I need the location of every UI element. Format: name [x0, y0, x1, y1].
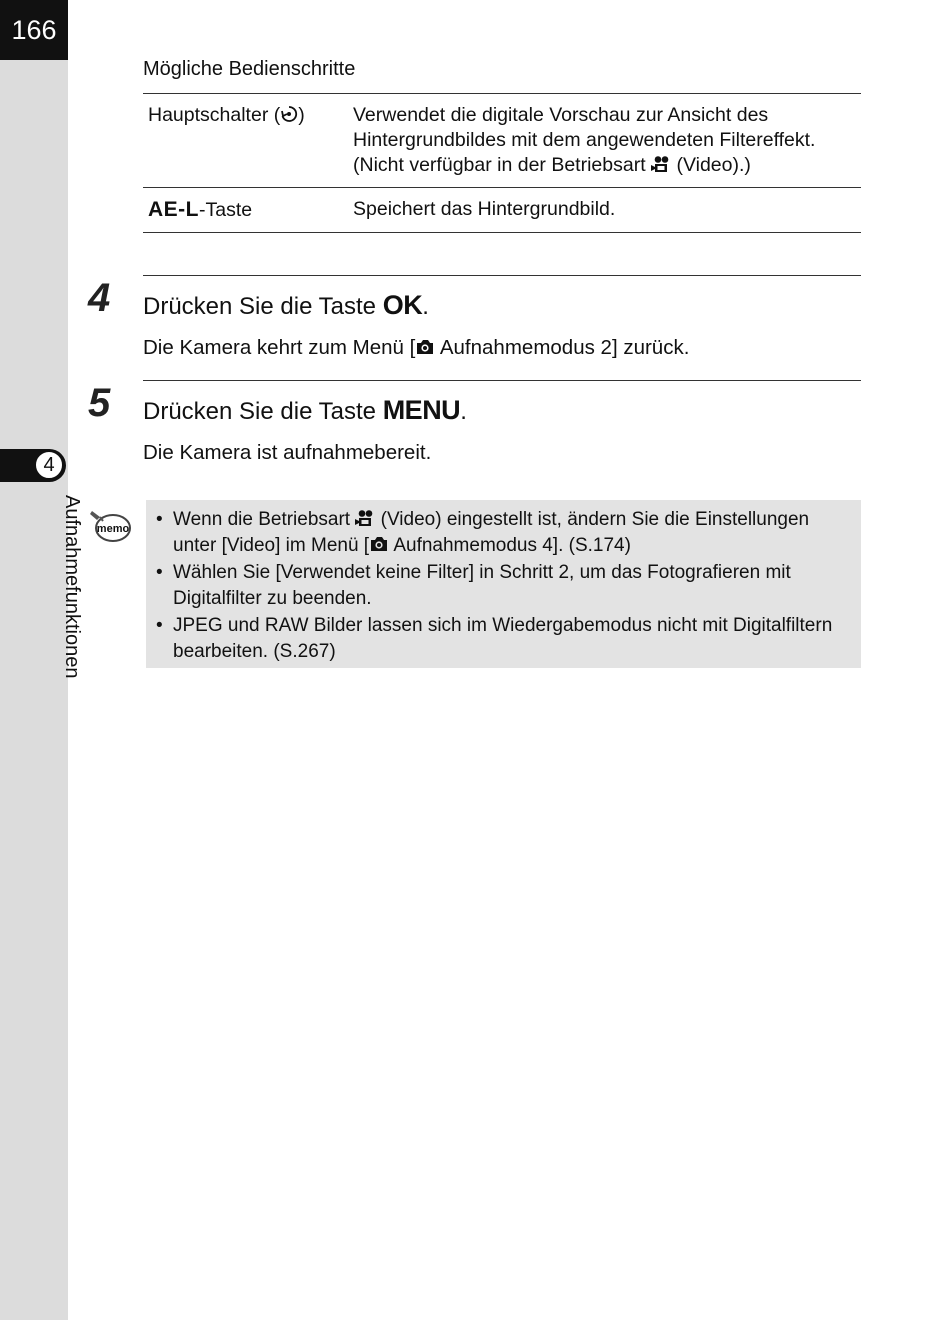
memo-text-part: Wenn die Betriebsart [173, 509, 356, 530]
table-value-text: Speichert das Hintergrundbild. [353, 198, 616, 220]
table-key-suffix: ) [298, 104, 305, 126]
table-value-text: Verwendet die digitale Vorschau zur Ansicht des Hintergrundbildes mit dem angewendeten Filtereffekt. (Nicht verfügbar in der Betriebsart [353, 104, 816, 176]
step-title-text: Drücken Sie die Taste [143, 398, 383, 425]
page-number: 166 [0, 0, 68, 60]
list-item [156, 507, 851, 558]
sidebar [0, 0, 68, 1320]
step-number: 5 [88, 381, 111, 425]
table-value [353, 188, 861, 232]
table-key [143, 94, 353, 187]
preview-dial-icon [280, 105, 298, 123]
operations-table [143, 93, 861, 233]
video-icon [651, 155, 671, 173]
table-key [143, 188, 353, 232]
memo-text-part: (Video) eingestellt ist, ändern Sie die Einstellungen unter [Video] im Menü [ [173, 509, 810, 556]
step-title-suffix: . [422, 293, 429, 320]
bullet: • [156, 615, 163, 636]
ael-key-label: AE-L [148, 198, 199, 221]
step-desc-suffix: Aufnahmemodus 2] zurück. [435, 336, 690, 359]
chapter-title: Aufnahmefunktionen [61, 495, 83, 679]
list-item [156, 560, 851, 611]
divider [143, 380, 861, 381]
video-icon [355, 509, 375, 527]
divider [143, 275, 861, 276]
step-description [143, 336, 689, 360]
table-value-suffix: (Video).) [671, 154, 751, 176]
camera-icon [369, 535, 389, 553]
table-row [143, 93, 861, 187]
table-value [353, 94, 861, 187]
list-item [156, 613, 851, 664]
memo-text: JPEG und RAW Bilder lassen sich im Wiedergabemodus nicht mit Digitalfiltern bearbeiten. (S.267) [173, 615, 833, 662]
memo-text [173, 507, 851, 558]
memo-text: Wählen Sie [Verwendet keine Filter] in Schritt 2, um das Fotografieren mit Digitalfilter zu beenden. [173, 562, 791, 609]
step-desc-text: Die Kamera kehrt zum Menü [ [143, 336, 416, 359]
step-title [143, 395, 467, 426]
table-key-text: Hauptschalter ( [148, 104, 281, 126]
table-row [143, 187, 861, 233]
ok-key-label: OK [382, 290, 423, 320]
memo-icon [88, 505, 132, 545]
memo-box [146, 500, 861, 668]
bullet: • [156, 562, 163, 583]
step-number: 4 [88, 276, 111, 320]
bullet: • [156, 509, 163, 530]
step-title-text: Drücken Sie die Taste [143, 293, 383, 320]
menu-key-label: MENU [382, 395, 461, 425]
memo-text-part: Aufnahmemodus 4]. (S.174) [389, 534, 631, 556]
step-title [143, 290, 429, 321]
memo-icon-label: memo [96, 523, 130, 535]
camera-icon [415, 338, 435, 356]
table-key-suffix: -Taste [199, 199, 253, 221]
step-description: Die Kamera ist aufnahmebereit. [143, 441, 432, 464]
chapter-number: 4 [35, 451, 63, 479]
section-heading: Mögliche Bedienschritte [143, 58, 356, 80]
step-title-suffix: . [460, 398, 467, 425]
